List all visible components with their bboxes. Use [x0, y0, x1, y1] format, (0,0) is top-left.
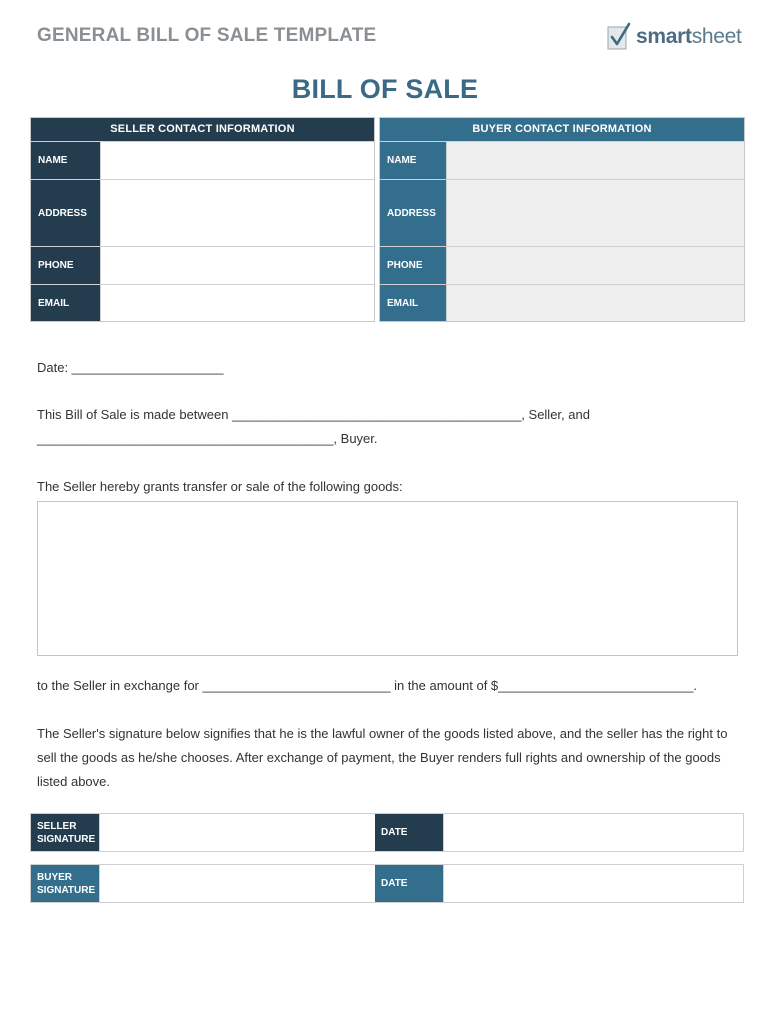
seller-signature-label: SELLER SIGNATURE [31, 814, 99, 851]
exchange-line[interactable]: to the Seller in exchange for __________________________ in the amount of $___________________________. [37, 678, 697, 693]
buyer-signature-field[interactable] [99, 865, 375, 902]
buyer-signature-label: BUYER SIGNATURE [31, 865, 99, 902]
seller-name-field[interactable] [100, 142, 374, 179]
seller-email-label: EMAIL [31, 285, 100, 321]
buyer-signature-row [30, 864, 744, 903]
seller-address-row [31, 179, 374, 246]
seller-phone-label: PHONE [31, 247, 100, 284]
seller-address-label: ADDRESS [31, 180, 100, 246]
parties-line-1[interactable]: This Bill of Sale is made between ________________________________________, Seller, and [37, 407, 590, 422]
document-title: GENERAL BILL OF SALE TEMPLATE [37, 25, 377, 46]
buyer-contact-table [379, 117, 745, 322]
seller-address-field[interactable] [100, 180, 374, 246]
seller-signature-row [30, 813, 744, 852]
buyer-date-label: DATE [375, 865, 443, 902]
seller-name-row [31, 141, 374, 179]
seller-email-field[interactable] [100, 285, 374, 321]
buyer-name-row [380, 141, 744, 179]
checkmark-logo-icon [606, 22, 632, 52]
buyer-address-row [380, 179, 744, 246]
buyer-email-label: EMAIL [380, 285, 446, 321]
seller-signature-field[interactable] [99, 814, 375, 851]
goods-intro-text: The Seller hereby grants transfer or sale of the following goods: [37, 479, 403, 494]
buyer-phone-label: PHONE [380, 247, 446, 284]
seller-email-row [31, 284, 374, 321]
smartsheet-logo [606, 22, 742, 52]
seller-phone-field[interactable] [100, 247, 374, 284]
buyer-name-field[interactable] [446, 142, 744, 179]
goods-description-box[interactable] [37, 501, 738, 656]
page-title: BILL OF SALE [291, 74, 479, 104]
seller-phone-row [31, 246, 374, 284]
logo-wordmark: smartsheet [636, 25, 742, 48]
buyer-email-row [380, 284, 744, 321]
seller-date-field[interactable] [443, 814, 743, 851]
buyer-address-field[interactable] [446, 180, 744, 246]
parties-line-2[interactable]: _________________________________________, Buyer. [37, 431, 378, 446]
buyer-phone-row [380, 246, 744, 284]
buyer-phone-field[interactable] [446, 247, 744, 284]
date-line[interactable]: Date: _____________________ [37, 360, 224, 375]
seller-contact-table [30, 117, 375, 322]
buyer-contact-heading: BUYER CONTACT INFORMATION [380, 118, 744, 141]
signature-statement: The Seller's signature below signifies that he is the lawful owner of the goods listed above, and the seller has the right to sell the goods as he/she chooses. After exchange of payment, the Buyer renders full rights and ownership of the goods listed above. [37, 726, 728, 789]
seller-name-label: NAME [31, 142, 100, 179]
buyer-name-label: NAME [380, 142, 446, 179]
buyer-address-label: ADDRESS [380, 180, 446, 246]
buyer-date-field[interactable] [443, 865, 743, 902]
buyer-email-field[interactable] [446, 285, 744, 321]
seller-contact-heading: SELLER CONTACT INFORMATION [31, 118, 374, 141]
seller-date-label: DATE [375, 814, 443, 851]
